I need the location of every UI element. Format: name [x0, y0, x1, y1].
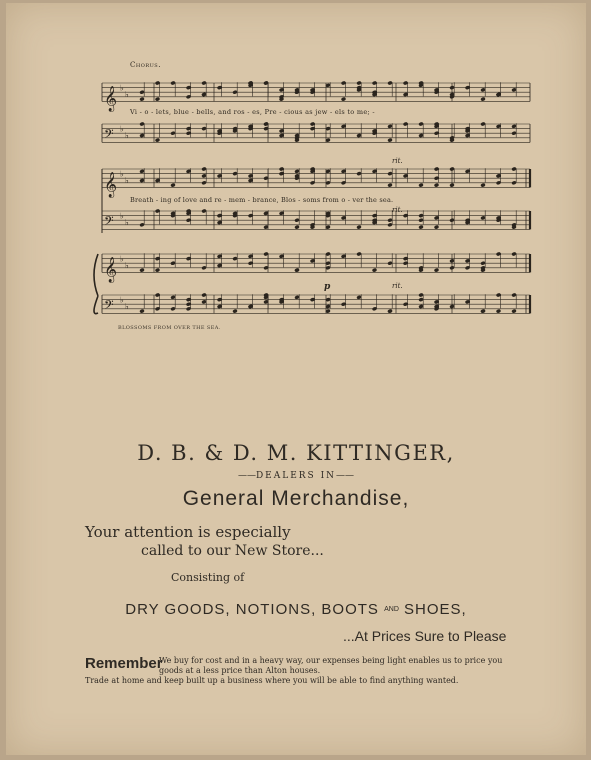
flat-icon: ♭ — [120, 254, 124, 264]
music-staves — [6, 3, 586, 343]
note-head — [480, 97, 485, 102]
remember-text-3: Trade at home and keep built up a business where you will be able to find anything wanted. — [85, 676, 459, 685]
goods-part-2: SHOES, — [404, 601, 467, 618]
dealers-in-text: DEALERS IN — [255, 471, 337, 481]
dynamic-rit-2: rit. — [392, 206, 403, 214]
note-head — [170, 183, 175, 188]
note-head — [155, 138, 160, 143]
note-head — [434, 225, 439, 230]
flat-icon: ♭ — [120, 124, 124, 134]
treble-clef-icon: 𝄞 — [104, 86, 118, 112]
sheet-music — [6, 3, 586, 343]
note-head — [511, 309, 516, 314]
note-head — [372, 268, 377, 273]
song-footer-title: BLOSSOMS FROM OVER THE SEA. — [118, 325, 221, 331]
note-head — [356, 225, 361, 230]
flat-icon: ♭ — [120, 169, 124, 179]
flat-icon: ♭ — [125, 260, 129, 270]
chorus-label: Chorus. — [130, 61, 161, 69]
treble-clef-icon: 𝄞 — [104, 257, 118, 283]
consisting-of: Consisting of — [171, 571, 245, 584]
note-head — [480, 183, 485, 188]
note-head — [139, 97, 144, 102]
note-head — [387, 138, 392, 143]
note-head — [480, 309, 485, 314]
bass-clef-icon: 𝄢 — [104, 126, 114, 145]
note-head — [341, 97, 346, 102]
remember-text-1: We buy for cost and in a heavy way, our expenses being light enables us to price you — [159, 656, 503, 665]
note-head — [155, 97, 160, 102]
lyrics-line-1: Vi - o - lets, blue - bells, and ros - es, Pre - cious as jew - els to me; - — [130, 108, 375, 116]
flat-icon: ♭ — [125, 130, 129, 140]
flat-icon: ♭ — [120, 211, 124, 221]
note-head — [155, 268, 160, 273]
flat-icon: ♭ — [120, 83, 124, 93]
flat-icon: ♭ — [125, 175, 129, 185]
note-head — [139, 309, 144, 314]
goods-part-1: DRY GOODS, NOTIONS, BOOTS — [125, 601, 379, 618]
dynamic-rit-1: rit. — [392, 157, 403, 165]
bass-clef-icon: 𝄢 — [104, 297, 114, 316]
note-head — [434, 268, 439, 273]
note-head — [434, 183, 439, 188]
bass-clef-icon: 𝄢 — [104, 213, 114, 232]
note-head — [139, 268, 144, 273]
flat-icon: ♭ — [120, 295, 124, 305]
note-head — [418, 183, 423, 188]
flat-icon: ♭ — [125, 217, 129, 227]
note-head — [387, 309, 392, 314]
flat-icon: ♭ — [125, 301, 129, 311]
remember-heading: Remember — [85, 655, 163, 672]
lyrics-line-2: Breath - ing of love and re - mem - brance, Blos - soms from o - ver the sea. — [130, 196, 394, 204]
note-head — [449, 183, 454, 188]
note-head — [387, 183, 392, 188]
goods-and: AND — [384, 606, 399, 613]
dynamic-rit-3: rit. — [392, 282, 403, 290]
dealers-in-line: ——DEALERS IN—— — [237, 471, 355, 481]
goods-line — [6, 601, 586, 618]
attention-line-2: called to our New Store... — [141, 543, 324, 559]
treble-clef-icon: 𝄞 — [104, 172, 118, 198]
note-head — [496, 309, 501, 314]
note-head — [294, 225, 299, 230]
sheet-page — [6, 3, 586, 755]
attention-line-1: Your attention is especially — [85, 523, 291, 541]
firm-name: D. B. & D. M. KITTINGER, — [137, 441, 455, 465]
note-head — [418, 225, 423, 230]
prices-line: ...At Prices Sure to Please — [343, 628, 507, 644]
merchandise-heading: General Merchandise, — [182, 487, 410, 510]
brace — [94, 254, 98, 314]
remember-text-2: goods at a less price than Alton houses. — [159, 666, 321, 675]
flat-icon: ♭ — [125, 89, 129, 99]
dynamic-p: p — [324, 282, 331, 292]
note-head — [294, 268, 299, 273]
note-head — [232, 309, 237, 314]
